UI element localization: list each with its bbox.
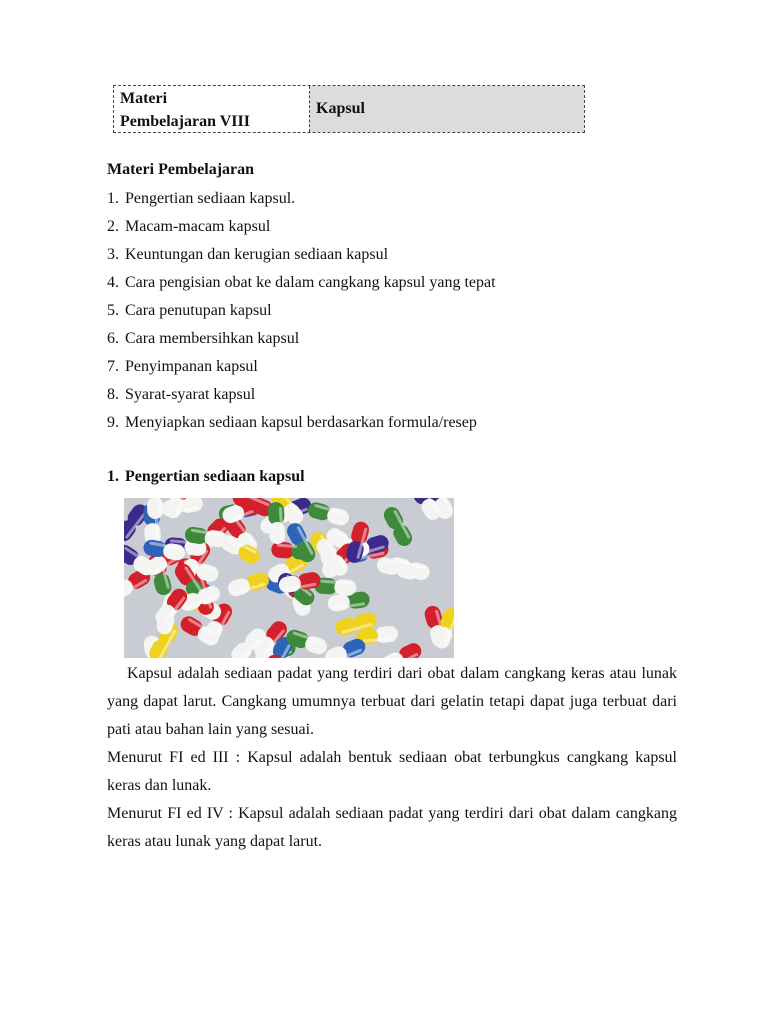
list-item [107, 353, 496, 381]
paragraph: Kapsul adalah sediaan padat yang terdiri dari obat dalam cangkang keras atau lunak yang dapat larut. Cangkang umumnya terbuat dari gelatin tetapi dapat juga terbuat dari pati atau bahan lain yang sesuai. [107, 665, 677, 738]
section-heading [107, 468, 305, 486]
list-item [107, 381, 496, 409]
list-item-text: Macam-macam kapsul [125, 218, 271, 235]
list-item [107, 325, 496, 353]
list-item-number: 1. [107, 190, 119, 207]
list-item-number: 8. [107, 386, 119, 403]
list-item-number: 3. [107, 246, 119, 263]
capsules-image [124, 498, 454, 658]
list-item-text: Menyiapkan sediaan kapsul berdasarkan formula/resep [125, 414, 477, 431]
materi-list [107, 185, 496, 437]
list-item [107, 241, 496, 269]
list-item-text: Cara penutupan kapsul [125, 302, 272, 319]
list-item-text: Keuntungan dan kerugian sediaan kapsul [125, 246, 389, 263]
list-item-number: 5. [107, 302, 119, 319]
section-title: Pengertian sediaan kapsul [125, 468, 305, 485]
list-item [107, 185, 496, 213]
lesson-label-line1: Materi [120, 90, 168, 107]
list-item [107, 409, 496, 437]
list-item [107, 297, 496, 325]
list-item-number: 6. [107, 330, 119, 347]
lesson-topic-cell [310, 86, 584, 132]
list-item-number: 9. [107, 414, 119, 431]
list-item [107, 269, 496, 297]
capsules-photo [124, 498, 454, 658]
list-item-number: 7. [107, 358, 119, 375]
paragraph: Menurut FI ed III : Kapsul adalah bentuk sediaan obat terbungkus cangkang kapsul keras dan lunak. [107, 749, 677, 794]
list-item-text: Penyimpanan kapsul [125, 358, 258, 375]
lesson-label-cell [114, 86, 310, 132]
section-number: 1. [107, 468, 119, 485]
materi-title: Materi Pembelajaran [107, 161, 255, 178]
list-item-text: Pengertian sediaan kapsul. [125, 190, 296, 207]
lesson-label-line2: Pembelajaran VIII [120, 113, 250, 130]
list-item-text: Cara membersihkan kapsul [125, 330, 300, 347]
list-item-number: 2. [107, 218, 119, 235]
list-item [107, 213, 496, 241]
list-item-number: 4. [107, 274, 119, 291]
lesson-header-table [113, 85, 585, 133]
lesson-topic: Kapsul [316, 100, 365, 117]
list-item-text: Cara pengisian obat ke dalam cangkang kapsul yang tepat [125, 274, 496, 291]
list-item-text: Syarat-syarat kapsul [125, 386, 256, 403]
paragraph: Menurut FI ed IV : Kapsul adalah sediaan padat yang terdiri dari obat dalam cangkang keras atau lunak yang dapat larut. [107, 805, 677, 850]
